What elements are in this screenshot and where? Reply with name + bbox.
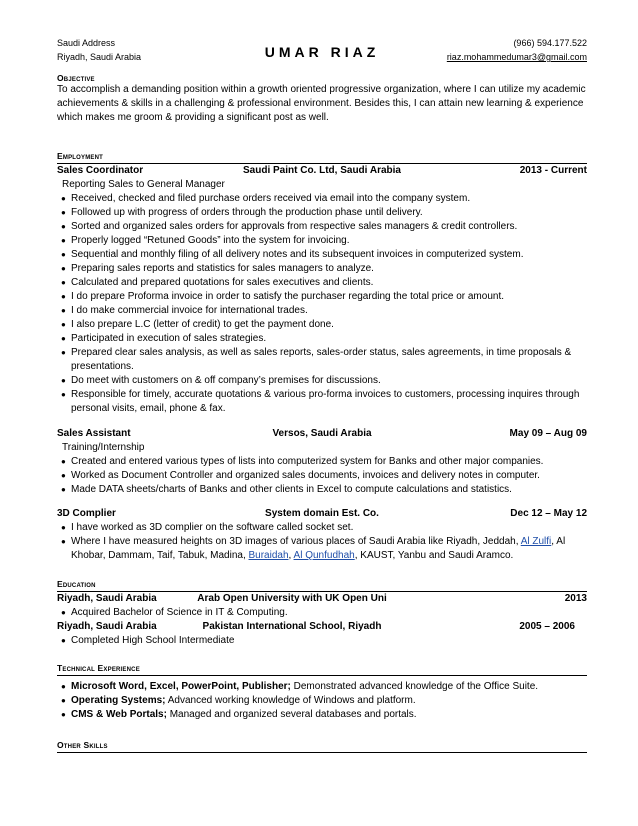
phone-number: (966) 594.177.522 bbox=[513, 38, 587, 48]
job-dates: May 09 – Aug 09 bbox=[509, 428, 587, 439]
job-subtitle: Reporting Sales to General Manager bbox=[62, 179, 225, 190]
education-header bbox=[57, 592, 587, 606]
bullet-icon: ● bbox=[61, 334, 66, 343]
bullet-icon: ● bbox=[61, 348, 66, 357]
job-duties-list bbox=[57, 455, 587, 497]
bullet-icon: ● bbox=[61, 376, 66, 385]
section-title-objective: Objective bbox=[57, 73, 95, 83]
bullet-icon: ● bbox=[61, 250, 66, 259]
job-company: System domain Est. Co. bbox=[265, 508, 379, 519]
bullet-icon: ● bbox=[61, 696, 66, 705]
email-link[interactable]: riaz.mohammedumar3@gmail.com bbox=[446, 52, 587, 62]
list-item: ● Microsoft Word, Excel, PowerPoint, Publisher; Demonstrated advanced knowledge of the Office Suite. bbox=[61, 681, 539, 692]
job-role: Sales Assistant bbox=[57, 428, 131, 439]
resume-page bbox=[57, 36, 587, 753]
education-year: 2005 – 2006 bbox=[519, 621, 575, 632]
bullet-icon: ● bbox=[61, 608, 66, 617]
list-item: ● Participated in execution of sales strategies. bbox=[61, 333, 267, 344]
bullet-icon: ● bbox=[61, 194, 66, 203]
list-item: ● Where I have measured heights on 3D images of various places of Saudi Arabia like Riyadh, Jeddah, Al Zulfi, Al Khobar, Dammam, Taif, Tabuk, Madina, Buraidah, Al Qunfudhah, KAUST, Yanbu and Saudi Aramco. bbox=[61, 536, 566, 561]
education-school: Pakistan International School, Riyadh bbox=[202, 621, 382, 632]
list-item: ● Operating Systems; Advanced working knowledge of Windows and platform. bbox=[61, 695, 416, 706]
section-title-employment: Employment bbox=[57, 151, 104, 161]
job-duties-list bbox=[57, 192, 587, 416]
objective-section bbox=[57, 73, 587, 125]
education-section bbox=[57, 579, 587, 648]
bullet-icon: ● bbox=[61, 306, 66, 315]
job-company: Saudi Paint Co. Ltd, Saudi Arabia bbox=[243, 165, 401, 176]
list-item: ● Calculated and prepared quotations for sales executives and clients. bbox=[61, 277, 374, 288]
list-item: ● Sequential and monthly filing of all delivery notes and its subsequent invoices in computerized system. bbox=[61, 249, 524, 260]
bullet-icon: ● bbox=[61, 537, 66, 546]
list-item: ● CMS & Web Portals; Managed and organized several databases and portals. bbox=[61, 709, 417, 720]
bullet-icon: ● bbox=[61, 471, 66, 480]
bullet-icon: ● bbox=[61, 320, 66, 329]
employment-section bbox=[57, 151, 587, 563]
list-item: ● Prepared clear sales analysis, as well as sales reports, sales-order status, sales agreements, in time proposals & presentations. bbox=[61, 347, 572, 372]
job-company: Versos, Saudi Arabia bbox=[272, 428, 372, 439]
bullet-icon: ● bbox=[61, 710, 66, 719]
resume-header bbox=[57, 36, 587, 66]
education-header bbox=[57, 620, 587, 634]
section-title-technical: Technical Experience bbox=[57, 663, 140, 673]
bullet-icon: ● bbox=[61, 523, 66, 532]
job-header bbox=[57, 507, 587, 521]
section-title-education: Education bbox=[57, 579, 96, 589]
list-item: ● Preparing sales reports and statistics for sales managers to analyze. bbox=[61, 263, 374, 274]
education-details bbox=[57, 634, 587, 648]
job-role: Sales Coordinator bbox=[57, 165, 144, 176]
link-al-qunfudhah[interactable]: Al Qunfudhah bbox=[293, 550, 355, 561]
education-school: Arab Open University with UK Open Uni bbox=[197, 593, 387, 604]
job-header bbox=[57, 427, 587, 441]
list-item: ● Completed High School Intermediate bbox=[61, 635, 235, 646]
list-item: ● Worked as Document Controller and organized sales documents, invoices and delivery notes in computer. bbox=[61, 470, 540, 481]
list-item: ● Received, checked and filed purchase orders received via email into the company system. bbox=[61, 193, 471, 204]
education-place: Riyadh, Saudi Arabia bbox=[57, 593, 157, 604]
bullet-icon: ● bbox=[61, 236, 66, 245]
section-divider bbox=[57, 675, 587, 676]
list-item: ● Do meet with customers on & off company’s premises for discussions. bbox=[61, 375, 381, 386]
list-item: ● Acquired Bachelor of Science in IT & Computing. bbox=[61, 607, 288, 618]
technical-section bbox=[57, 663, 587, 722]
list-item: ● I also prepare L.C (letter of credit) to get the payment done. bbox=[61, 319, 334, 330]
list-item: ● Sorted and organized sales orders for approvals from respective sales managers & credit controllers. bbox=[61, 221, 518, 232]
job-subtitle: Training/Internship bbox=[62, 442, 145, 453]
list-item: ● Made DATA sheets/charts of Banks and other clients in Excel to compute calculations and statistics. bbox=[61, 484, 512, 495]
link-buraidah[interactable]: Buraidah bbox=[248, 550, 289, 561]
job-dates: Dec 12 – May 12 bbox=[510, 508, 587, 519]
list-item: ● Created and entered various types of lists into computerized system for Banks and other major companies. bbox=[61, 456, 544, 467]
contact-block bbox=[447, 36, 587, 64]
address-line-2: Riyadh, Saudi Arabia bbox=[57, 52, 142, 62]
objective-text: To accomplish a demanding position within a growth oriented progressive organization, where I can utilize my academic achievements & skills in a challenging & professional environment. Besides this, I can attain new learning & experience which makes me groom & providing a significant post as well. bbox=[57, 84, 586, 123]
bullet-icon: ● bbox=[61, 264, 66, 273]
education-details bbox=[57, 606, 587, 620]
link-al-zulfi[interactable]: Al Zulfi bbox=[520, 536, 552, 547]
list-item: ● Followed up with progress of orders through the production phase until delivery. bbox=[61, 207, 423, 218]
list-item: ● I do make commercial invoice for international trades. bbox=[61, 305, 308, 316]
bullet-icon: ● bbox=[61, 222, 66, 231]
bullet-icon: ● bbox=[61, 485, 66, 494]
job-dates: 2013 - Current bbox=[519, 165, 587, 176]
list-item: ● Properly logged “Retuned Goods” into the system for invoicing. bbox=[61, 235, 350, 246]
list-item: ● I do prepare Proforma invoice in order to satisfy the purchaser regarding the total price or amount. bbox=[61, 291, 505, 302]
bullet-icon: ● bbox=[61, 278, 66, 287]
bullet-icon: ● bbox=[61, 292, 66, 301]
section-divider bbox=[57, 752, 587, 753]
education-year: 2013 bbox=[564, 593, 587, 604]
other-skills-section bbox=[57, 740, 587, 753]
job-role: 3D Complier bbox=[57, 508, 116, 519]
technical-list bbox=[57, 680, 587, 722]
education-place: Riyadh, Saudi Arabia bbox=[57, 621, 157, 632]
candidate-name: UMAR RIAZ bbox=[264, 44, 380, 60]
bullet-icon: ● bbox=[61, 636, 66, 645]
list-item: ● Responsible for timely, accurate quotations & various pro-forma invoices to customers, processing inquires through personal visits, email, phone & fax. bbox=[61, 389, 580, 414]
bullet-icon: ● bbox=[61, 457, 66, 466]
job-duties-list bbox=[57, 521, 587, 563]
job-header bbox=[57, 164, 587, 178]
section-title-other-skills: Other Skills bbox=[57, 740, 108, 750]
bullet-icon: ● bbox=[61, 208, 66, 217]
address-line-1: Saudi Address bbox=[57, 38, 116, 48]
bullet-icon: ● bbox=[61, 390, 66, 399]
list-item: ● I have worked as 3D complier on the software called socket set. bbox=[61, 522, 354, 533]
bullet-icon: ● bbox=[61, 682, 66, 691]
